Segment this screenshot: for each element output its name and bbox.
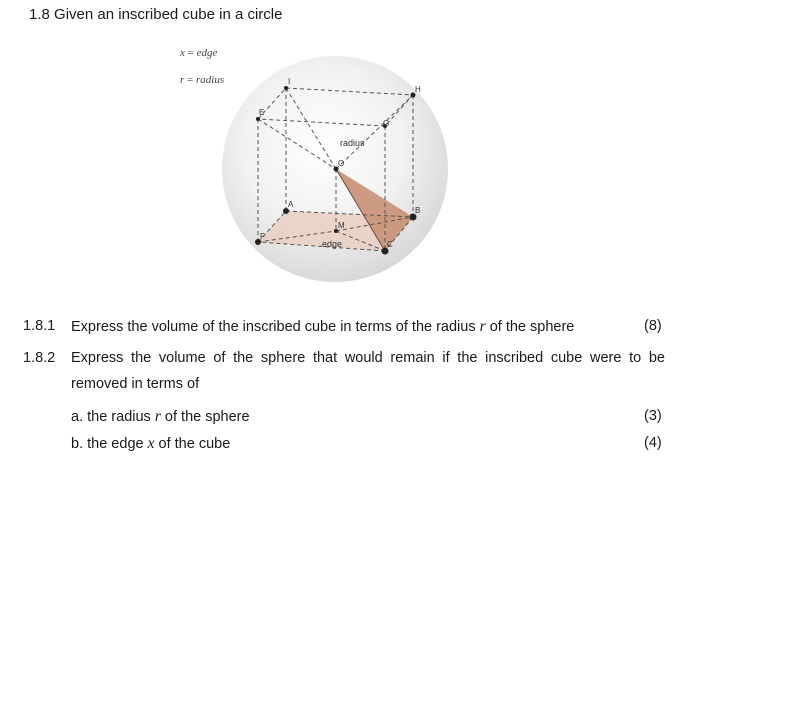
question-1-8-2-line2: removed in terms of (71, 376, 200, 392)
subpart-text: of the cube (158, 436, 231, 452)
subpart-text: the radius (87, 409, 151, 425)
marks-1-8-2-a: (3) (644, 408, 662, 424)
subpart-text: of the sphere (164, 409, 250, 425)
subpart-a (71, 408, 250, 426)
section-heading (29, 6, 282, 23)
vertex-point (256, 117, 260, 121)
legend-edge-meaning: edge (196, 47, 218, 59)
question-1-8-1 (23, 318, 55, 334)
label-O: O (338, 159, 345, 168)
section-number: 1.8 (29, 6, 50, 23)
label-B: B (415, 206, 421, 215)
subpart-letter: a. (71, 409, 84, 425)
vertex-point (284, 86, 288, 90)
label-I: I (288, 77, 291, 86)
legend-radius-meaning: radius (196, 74, 225, 86)
question-1-8-2-line1: Express the volume of the sphere that would remain if the inscribed cube were to be (71, 350, 665, 366)
label-C: C (387, 240, 393, 249)
question-1-8-2 (23, 350, 55, 366)
marks-1-8-2-b: (4) (644, 435, 662, 451)
question-text: Express the volume of the inscribed cube in terms of the radius (71, 319, 476, 335)
subpart-text: the edge (87, 436, 144, 452)
marks-1-8-1: (8) (644, 318, 662, 334)
subpart-letter: b. (71, 436, 84, 452)
question-1-8-1-text (71, 318, 574, 336)
label-radius: radius (340, 138, 365, 148)
label-F: F (260, 232, 265, 241)
label-E: E (259, 108, 265, 117)
label-M: M (338, 221, 345, 230)
variable-r: r (479, 318, 486, 335)
subpart-b (71, 435, 230, 453)
legend-radius-equals: = (187, 74, 194, 86)
variable-x: x (147, 435, 155, 452)
question-text: of the sphere (489, 319, 575, 335)
label-A: A (288, 200, 294, 209)
legend-radius-symbol: r (180, 74, 185, 86)
section-title: Given an inscribed cube in a circle (54, 6, 283, 23)
label-edge: edge (322, 239, 343, 249)
legend-edge-equals: = (187, 47, 194, 59)
legend-edge-symbol: x (180, 47, 185, 59)
question-number: 1.8.2 (23, 350, 56, 366)
label-G: G (383, 119, 390, 128)
label-H: H (415, 85, 421, 94)
question-number: 1.8.1 (23, 318, 56, 334)
variable-r: r (154, 408, 161, 425)
cube-in-sphere-figure (215, 50, 455, 290)
legend-edge (180, 47, 217, 59)
